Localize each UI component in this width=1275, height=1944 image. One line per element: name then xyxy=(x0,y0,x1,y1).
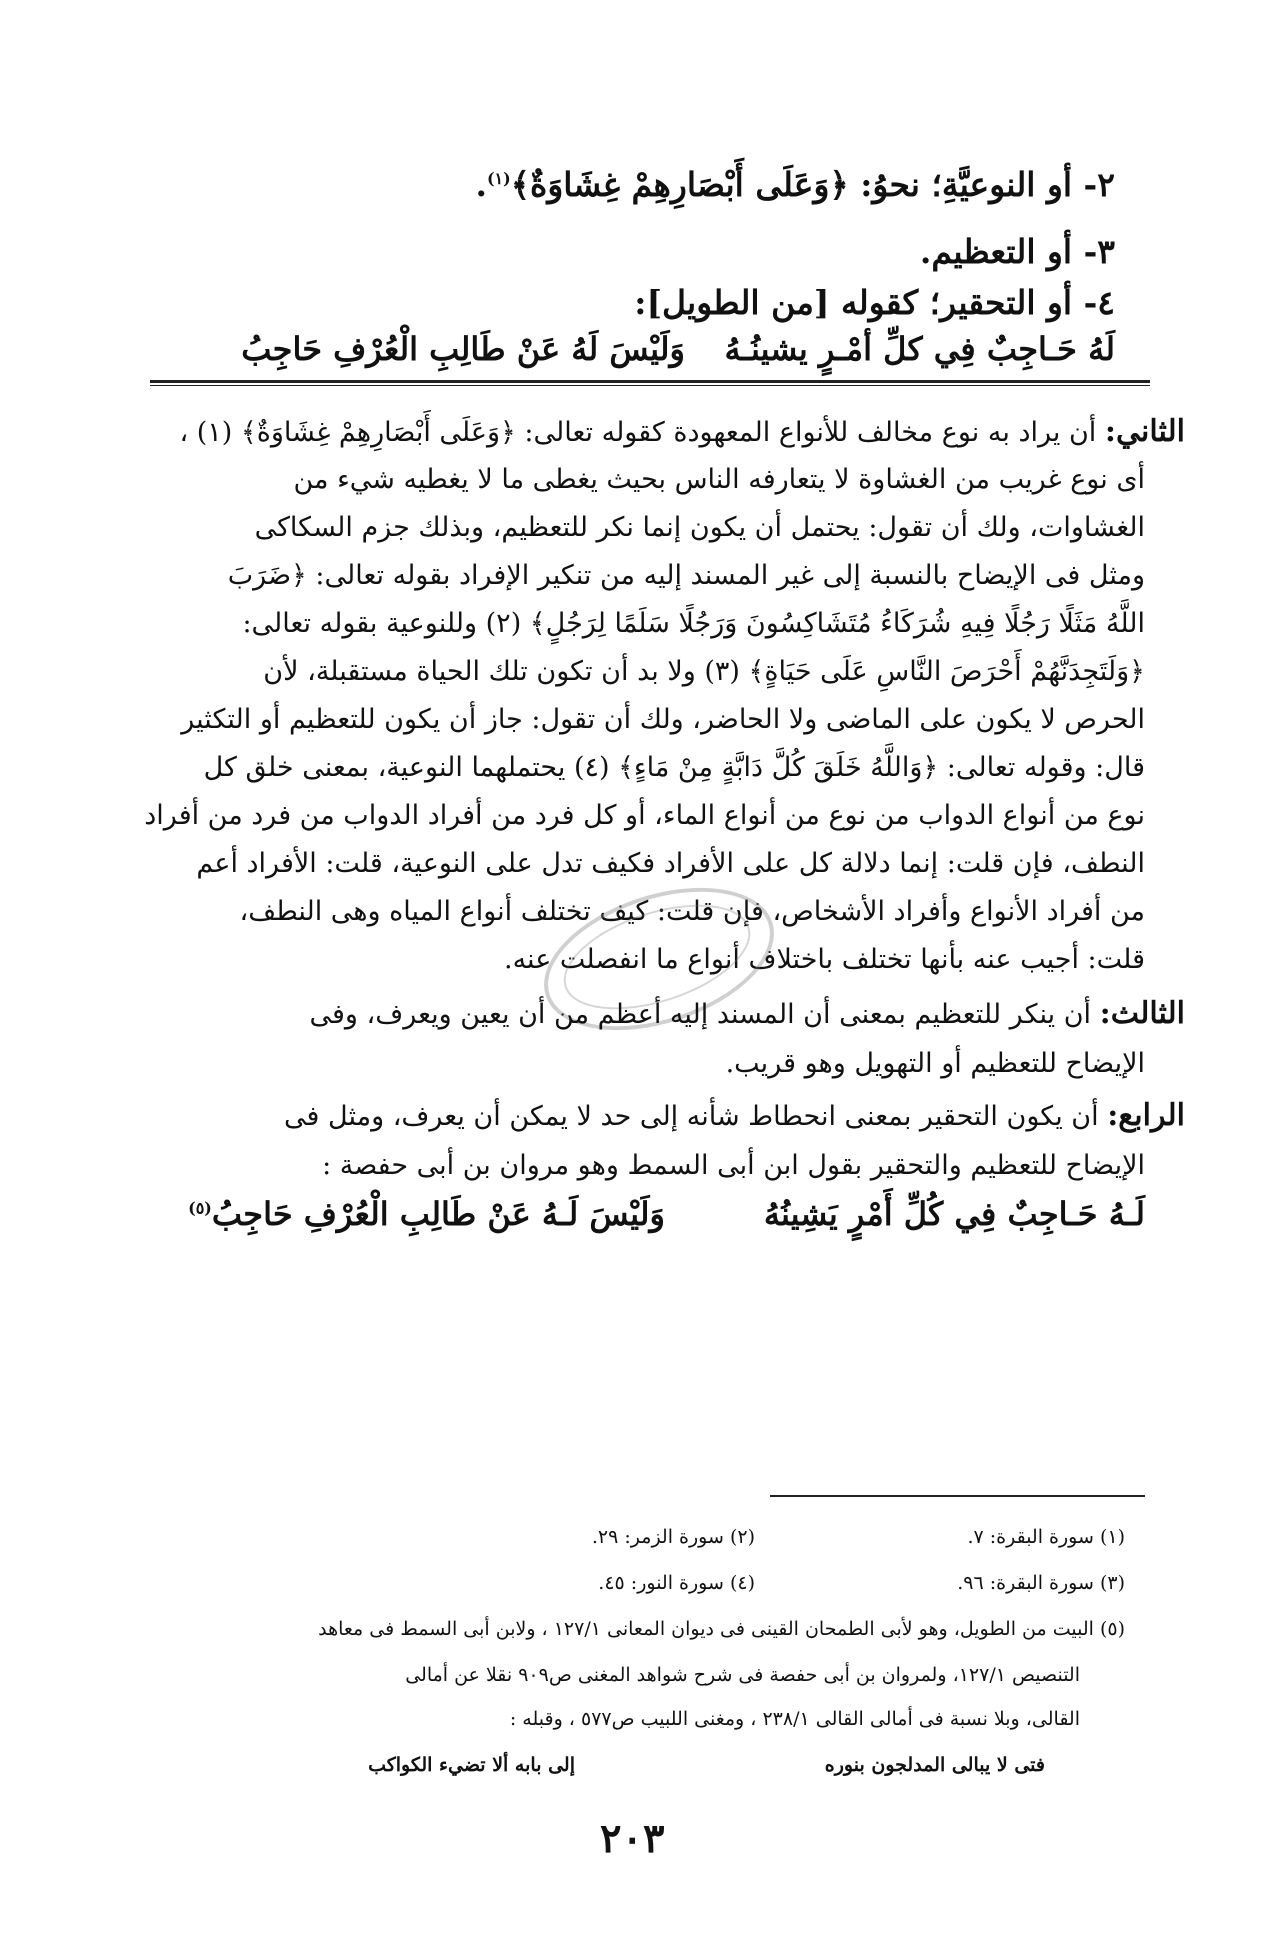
verse2-hemistich-b-wrap xyxy=(188,1195,665,1233)
section-second-line-0: أن يراد به نوع مخالف للأنواع المعهودة كقوله تعالى: ﴿وَعَلَى أَبْصَارِهِمْ غِشَاوَةٌ﴾ (١) ، xyxy=(179,417,1097,448)
section-second-line-1: أى نوع غريب من الغشاوة لا يتعارفه الناس بحيث يغطى ما لا يغطيه شيء من xyxy=(293,464,1145,495)
section-third-title: الثالث: xyxy=(1099,996,1185,1031)
section-third-first-line xyxy=(309,990,1185,1039)
section-second-line-8: نوع من أنواع الدواب من نوع من أنواع الماء، أو كل فرد من أفراد الدواب من فرد من أفراد xyxy=(144,800,1145,831)
section-fourth-line-0: أن يكون التحقير بمعنى انحطاط شأنه إلى حد لا يمكن أن يعرف، ومثل فى xyxy=(284,1101,1099,1132)
footnote-5-line-2: القالى، وبلا نسبة فى أمالى القالى ٢٣٨/١ ، ومغنى اللبيب ص٥٧٧ ، وقبله : xyxy=(509,1708,1080,1730)
footnote-3: (٣) سورة البقرة: ٩٦. xyxy=(957,1572,1125,1594)
section-fourth-title: الرابع: xyxy=(1107,1098,1185,1133)
footnote-2: (٢) سورة الزمر: ٢٩. xyxy=(591,1526,755,1548)
section-second-line-6: الحرص لا يكون على الماضى ولا الحاضر، ولك أن تقول: جاز أن يكون للتعظيم أو التكثير xyxy=(181,704,1145,735)
section-second-line-9: النطف، فإن قلت: إنما دلالة كل على الأفراد فكيف تدل على النوعية، قلت: الأفراد أعم xyxy=(196,848,1145,879)
section-second-line-2: الغشاوات، ولك أن تقول: يحتمل أن يكون إنما نكر للتعظيم، وبذلك جزم السكاكى xyxy=(254,512,1145,543)
footnote-5-line-0: (٥) البيت من الطويل، وهو لأبى الطمحان القينى فى ديوان المعانى ١٢٧/١ ، ولابن أبى السمط فى معاهد xyxy=(318,1618,1125,1640)
section-second-line-11: قلت: أجيب عنه بأنها تختلف باختلاف أنواع ما انفصلت عنه. xyxy=(504,944,1145,975)
section-second-line-5: ﴿وَلَتَجِدَنَّهُمْ أَحْرَصَ النَّاسِ عَلَى حَيَاةٍ﴾ (٣) ولا بد أن تكون تلك الحياة مستقبلة، لأن xyxy=(263,656,1145,687)
section-divider-top xyxy=(150,380,1150,383)
section-divider-top-thin xyxy=(150,385,1150,386)
item-4-line: ٤- أو التحقير؛ كقوله [من الطويل]: xyxy=(634,283,1115,322)
item-2-line xyxy=(475,165,1115,204)
verse2-hemistich-a: لَـهُ حَـاجِبٌ فِي كُلِّ أَمْرٍ يَشِينُهُ xyxy=(763,1195,1145,1233)
footnote-divider xyxy=(770,1495,1145,1497)
item-2-end: . xyxy=(475,165,487,204)
section-second-first-line xyxy=(179,408,1185,457)
verse2-hemistich-b: وَلَيْسَ لَـهُ عَنْ طَالِبِ الْعُرْفِ حَاجِبُ xyxy=(211,1195,665,1233)
section-second-line-10: من أفراد الأنواع وأفراد الأشخاص، فإن قلت: كيف تختلف أنواع المياه وهى النطف، xyxy=(239,896,1145,927)
page-number: ٢٠٣ xyxy=(600,1815,665,1862)
section-second-line-3: ومثل فى الإيضاح بالنسبة إلى غير المسند إليه من تنكير الإفراد بقوله تعالى: ﴿ضَرَبَ xyxy=(227,560,1145,591)
section-second-title: الثاني: xyxy=(1104,414,1185,449)
footnote-4: (٤) سورة النور: ٤٥. xyxy=(598,1572,755,1594)
section-fourth-line-1: الإيضاح للتعظيم والتحقير بقول ابن أبى السمط وهو مروان بن أبى حفصة : xyxy=(322,1150,1145,1181)
footnote-5-verse-b: إلى بابه ألا تضيء الكواكب xyxy=(368,1754,575,1776)
verse-hemistich-b: وَلَيْسَ لَهُ عَنْ طَالِبِ الْعُرْفِ حَاجِبُ xyxy=(241,330,685,368)
verse-hemistich-a: لَهُ حَـاجِبٌ فِي كلِّ أمْـرٍ يشينُـهُ xyxy=(724,330,1115,368)
section-fourth-first-line xyxy=(284,1092,1185,1141)
section-second-line-7: قال: وقوله تعالى: ﴿وَاللَّهُ خَلَقَ كُلَّ دَابَّةٍ مِنْ مَاءٍ﴾ (٤) يحتملهما النوعية، بمعنى خلق كل xyxy=(203,752,1145,783)
item-3-line: ٣- أو التعظيم. xyxy=(919,232,1115,271)
footnote-5-verse-a: فتى لا يبالى المدلجون بنوره xyxy=(824,1754,1045,1776)
item-2-text: ٢- أو النوعيَّةِ؛ نحوُ: ﴿وَعَلَى أَبْصَارِهِمْ غِشَاوَةٌ﴾ xyxy=(510,165,1115,204)
footnote-1: (١) سورة البقرة: ٧. xyxy=(967,1526,1125,1548)
footnote-5-line-1: التنصيص ١٢٧/١، ولمروان بن أبى حفصة فى شرح شواهد المغنى ص٩٠٩ نقلا عن أمالى xyxy=(405,1664,1080,1686)
section-second-line-4: اللَّهُ مَثَلًا رَجُلًا فِيهِ شُرَكَاءُ مُتَشَاكِسُونَ وَرَجُلًا سَلَمًا لِرَجُلٍ﴾ (٢) وللنوعية بقوله تعالى: xyxy=(242,608,1145,639)
section-third-line-1: الإيضاح للتعظيم أو التهويل وهو قريب. xyxy=(725,1048,1145,1079)
footnote-ref-1: (١) xyxy=(486,169,511,188)
section-third-line-0: أن ينكر للتعظيم بمعنى أن المسند إليه أعظم من أن يعين ويعرف، وفى xyxy=(309,999,1092,1030)
footnote-ref-5: (٥) xyxy=(188,1198,212,1218)
